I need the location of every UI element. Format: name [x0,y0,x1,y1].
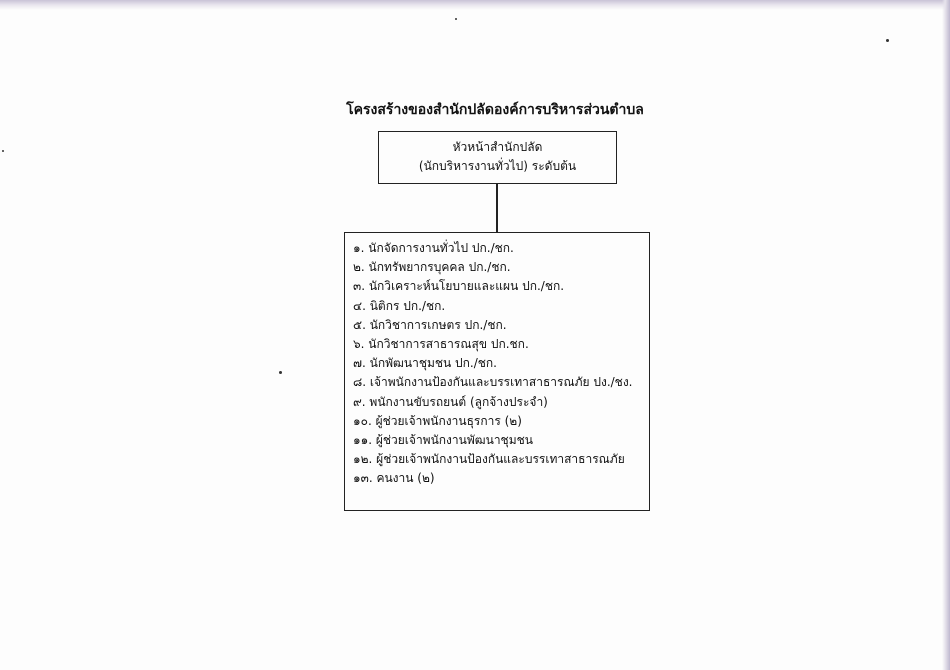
head-of-office-box [378,131,617,184]
staff-item-13: ๑๓. คนงาน (๒) [353,471,435,486]
scan-speck [279,371,282,374]
head-title: หัวหน้าสำนักปลัด [452,140,543,154]
chart-title: โครงสร้างของสำนักปลัดองค์การบริหารส่วนตำบล [346,102,644,118]
staff-item-12: ๑๒. ผู้ช่วยเจ้าพนักงานป้องกันและบรรเทาสาธารณภัย [353,452,625,467]
staff-item-6: ๖. นักวิชาการสาธารณสุข ปก.ชก. [353,336,529,351]
staff-list [353,239,649,488]
staff-item-11: ๑๑. ผู้ช่วยเจ้าพนักงานพัฒนาชุมชน [353,432,533,447]
staff-positions-box [344,232,650,511]
scan-shadow-top [0,0,950,10]
staff-item-9: ๙. พนักงานขับรถยนต์ (ลูกจ้างประจำ) [353,394,548,409]
scan-speck [455,18,457,20]
staff-item-1: ๑. นักจัดการงานทั่วไป ปก./ชก. [353,241,514,255]
connector-line [496,184,498,232]
scan-speck [2,150,4,152]
staff-item-5: ๕. นักวิชาการเกษตร ปก./ชก. [353,317,507,332]
head-position: (นักบริหารงานทั่วไป) ระดับต้น [418,159,577,173]
staff-item-2: ๒. นักทรัพยากรบุคคล ปก./ชก. [353,260,511,275]
staff-item-10: ๑๐. ผู้ช่วยเจ้าพนักงานธุรการ (๒) [353,413,522,428]
scan-shadow-right [942,0,950,670]
staff-item-7: ๗. นักพัฒนาชุมชน ปก./ชก. [353,356,497,371]
staff-item-3: ๓. นักวิเคราะห์นโยบายและแผน ปก./ชก. [353,279,565,294]
staff-item-4: ๔. นิติกร ปก./ชก. [353,298,446,313]
scan-speck [886,39,889,42]
staff-item-8: ๘. เจ้าพนักงานป้องกันและบรรเทาสาธารณภัย ปง./ชง. [353,375,633,390]
